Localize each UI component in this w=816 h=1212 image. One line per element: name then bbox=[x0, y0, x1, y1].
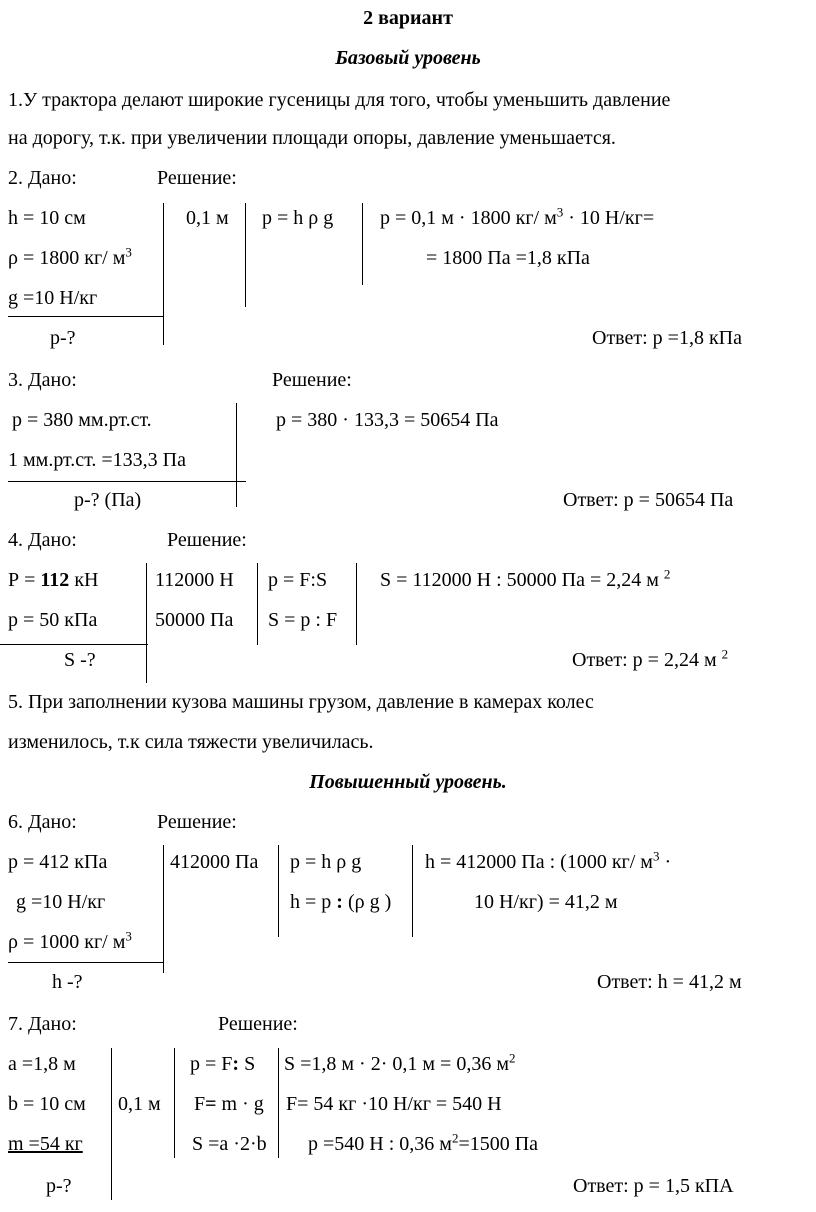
problem-3-given-p: р = 380 мм.рт.ст. bbox=[12, 409, 152, 431]
problem-4-formula-2: S = р : F bbox=[268, 609, 338, 631]
basic-level-heading: Базовый уровень bbox=[335, 47, 481, 69]
problem-6-given-rho: ρ = 1000 кг/ $м^3$ bbox=[8, 928, 132, 953]
problem-6-solution-label: Решение: bbox=[157, 811, 237, 833]
problem-2-solution-label: Решение: bbox=[157, 167, 237, 189]
problem-4-given-divider bbox=[146, 563, 147, 683]
problem-6-given-p: р = 412 кПа bbox=[8, 851, 108, 873]
problem-2-formula-divider bbox=[362, 203, 363, 285]
problem-3-find-underline bbox=[8, 481, 246, 482]
problem-4-formula-divider bbox=[356, 563, 357, 645]
problem-4-given-pressure: р = 50 кПа bbox=[8, 609, 98, 631]
problem-7-calc-force: F= 54 кг ·10 Н/кг = 540 Н bbox=[286, 1093, 502, 1115]
problem-4-solution-label: Решение: bbox=[167, 529, 247, 551]
problem-4-answer: Ответ: р = 2,24 м $^2$ bbox=[572, 646, 729, 671]
problem-1-line-1: 1.У трактора делают широкие гусеницы для того, чтобы уменьшить давление bbox=[8, 89, 671, 111]
problem-6-formula-1: р = h ρ g bbox=[290, 851, 362, 873]
problem-2-given-rho: ρ = 1800 кг/ $м^3$ bbox=[8, 244, 132, 269]
problem-6-given-g: g =10 Н/кг bbox=[16, 891, 106, 913]
problem-6-find: h -? bbox=[52, 971, 83, 993]
problem-6-si-value: 412000 Па bbox=[170, 851, 259, 873]
problem-4-si-force: 112000 Н bbox=[155, 569, 234, 591]
problem-4-find-underline bbox=[0, 644, 148, 645]
problem-2-given-label: 2. Дано: bbox=[8, 167, 77, 189]
problem-6-calc-line-1: h = 412000 Па : (1000 кг/ $м^3$ · bbox=[425, 848, 672, 873]
problem-6-answer: Ответ: h = 41,2 м bbox=[597, 971, 742, 993]
problem-4-formula-1: р = F:S bbox=[268, 569, 328, 591]
advanced-level-heading: Повышенный уровень. bbox=[309, 771, 507, 793]
problem-3-calc: р = 380 · 133,3 = 50654 Па bbox=[276, 409, 499, 431]
problem-2-calc-line-1: р = 0,1 м · 1800 кг/ $м^3 \cdot 10$ Н/кг= bbox=[380, 204, 655, 229]
problem-7-solution-label: Решение: bbox=[218, 1013, 298, 1035]
problem-6-formula-2: h = р : (ρ g ) bbox=[290, 891, 392, 913]
problem-6-si-divider bbox=[278, 845, 279, 937]
problem-3-solution-label: Решение: bbox=[272, 369, 352, 391]
problem-7-formula-1: р = F: S bbox=[190, 1053, 256, 1075]
problem-7-calc-pressure: р =540 Н : 0,36 $м^2=1500$ Па bbox=[308, 1130, 539, 1155]
problem-7-formula-3: S =а ·2·b bbox=[192, 1133, 267, 1155]
problem-7-answer: Ответ: р = 1,5 кПА bbox=[573, 1175, 734, 1197]
problem-7-calc-area: S =1,8 м · 2· 0,1 м = 0,36 $м^2$ bbox=[284, 1050, 516, 1075]
problem-6-formula-divider bbox=[412, 845, 413, 937]
problem-4-find: S -? bbox=[64, 649, 96, 671]
variant-title: 2 вариант bbox=[363, 7, 453, 29]
problem-2-si-value: 0,1 м bbox=[186, 207, 229, 229]
problem-2-find-underline bbox=[8, 316, 164, 317]
problem-6-calc-line-2: 10 Н/кг) = 41,2 м bbox=[474, 891, 618, 913]
problem-2-given-h: h = 10 см bbox=[8, 207, 86, 229]
problem-7-formula-divider bbox=[278, 1048, 279, 1158]
problem-2-answer: Ответ: р =1,8 кПа bbox=[592, 327, 742, 349]
problem-5-line-2: изменилось, т.к сила тяжести увеличилась. bbox=[8, 731, 374, 753]
problem-2-calc-line-2: = 1800 Па =1,8 кПа bbox=[426, 247, 590, 269]
problem-7-given-divider bbox=[111, 1048, 112, 1200]
problem-2-formula: р = h ρ g bbox=[262, 207, 334, 229]
problem-7-given-m: m =54 кг bbox=[8, 1133, 83, 1155]
problem-4-given-force: Р = 112 кН bbox=[8, 569, 99, 591]
problem-2-find: р-? bbox=[50, 327, 76, 349]
problem-2-given-g: g =10 Н/кг bbox=[8, 287, 98, 309]
problem-7-given-a: а =1,8 м bbox=[8, 1053, 76, 1075]
problem-5-line-1: 5. При заполнении кузова машины грузом, давление в камерах колес bbox=[8, 691, 594, 713]
problem-3-given-divider bbox=[236, 403, 237, 507]
problem-4-calc: S = 112000 Н : 50000 Па = 2,24 м $^2$ bbox=[380, 566, 671, 591]
problem-7-given-b: b = 10 см bbox=[8, 1093, 86, 1115]
problem-3-given-label: 3. Дано: bbox=[8, 369, 77, 391]
problem-7-given-label: 7. Дано: bbox=[8, 1013, 77, 1035]
problem-2-given-divider bbox=[163, 203, 164, 345]
problem-3-given-conversion: 1 мм.рт.ст. =133,3 Па bbox=[8, 449, 186, 471]
problem-3-answer: Ответ: р = 50654 Па bbox=[563, 489, 734, 511]
problem-7-formula-2: F= m · g bbox=[194, 1093, 264, 1115]
problem-1-line-2: на дорогу, т.к. при увеличении площади опоры, давление уменьшается. bbox=[8, 127, 616, 149]
problem-7-si-value: 0,1 м bbox=[118, 1093, 161, 1115]
problem-4-given-label: 4. Дано: bbox=[8, 529, 77, 551]
problem-3-find: р-? (Па) bbox=[74, 489, 142, 511]
problem-6-given-label: 6. Дано: bbox=[8, 811, 77, 833]
problem-7-find: р-? bbox=[46, 1175, 72, 1197]
problem-2-si-divider bbox=[245, 203, 246, 307]
problem-4-si-divider bbox=[257, 563, 258, 645]
problem-6-find-underline bbox=[8, 962, 164, 963]
problem-7-si-divider bbox=[174, 1048, 175, 1158]
problem-4-si-pressure: 50000 Па bbox=[155, 609, 234, 631]
problem-6-given-divider bbox=[163, 845, 164, 973]
